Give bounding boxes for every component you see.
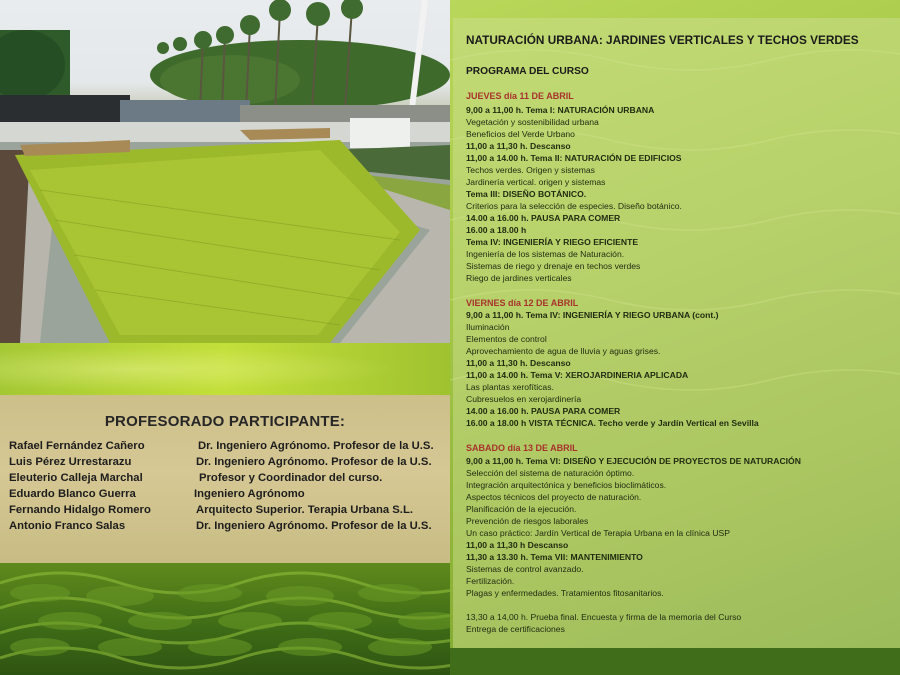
- leaf-texture: [0, 563, 450, 675]
- program-line: Fertilización.: [466, 576, 515, 586]
- program-title: NATURACIÓN URBANA: JARDINES VERTICALES Y TECHOS VERDES: [466, 33, 859, 47]
- program-line: 11,00 a 14.00 h. Tema II: NATURACIÓN DE EDIFICIOS: [466, 153, 682, 163]
- program-line: Ingeniería de los sistemas de Naturación.: [466, 249, 625, 259]
- program-subtitle: PROGRAMA DEL CURSO: [466, 66, 589, 77]
- member-name: Fernando Hidalgo Romero: [9, 504, 151, 516]
- program-line: Planificación de la ejecución.: [466, 504, 577, 514]
- faculty-panel: [0, 395, 450, 563]
- program-line: Beneficios del Verde Urbano: [466, 129, 575, 139]
- program-line: Las plantas xerofíticas.: [466, 382, 554, 392]
- member-role: Dr. Ingeniero Agrónomo. Profesor de la U.S.: [196, 456, 432, 468]
- program-line: Criterios para la selección de especies. Diseño botánico.: [466, 201, 682, 211]
- program-line: Vegetación y sostenibilidad urbana: [466, 117, 599, 127]
- program-line: Cubresuelos en xerojardinería: [466, 394, 582, 404]
- member-role: Arquitecto Superior. Terapia Urbana S.L.: [196, 504, 413, 516]
- program-line: Aprovechamiento de agua de lluvia y aguas grises.: [466, 346, 661, 356]
- green-band: [0, 343, 450, 395]
- program-line: Techos verdes. Origen y sistemas: [466, 165, 595, 175]
- member-role: Dr. Ingeniero Agrónomo. Profesor de la U.S.: [196, 520, 432, 532]
- program-line: 9,00 a 11,00 h. Tema VI: DISEÑO Y EJECUCIÓN DE PROYECTOS DE NATURACIÓN: [466, 456, 801, 466]
- program-line: Selección del sistema de naturación óptimo.: [466, 468, 635, 478]
- program-line: 9,00 a 11,00 h. Tema IV: INGENIERÍA Y RIEGO URBANA (cont.): [466, 310, 719, 320]
- member-name: Luis Pérez Urrestarazu: [9, 456, 132, 468]
- member-role: Dr. Ingeniero Agrónomo. Profesor de la U.S.: [198, 440, 434, 452]
- program-line: Elementos de control: [466, 334, 547, 344]
- faculty-title: PROFESORADO PARTICIPANTE:: [104, 413, 346, 430]
- member-name: Rafael Fernández Cañero: [9, 440, 145, 452]
- program-line: 14.00 a 16.00 h. PAUSA PARA COMER: [466, 213, 621, 223]
- program-line: Entrega de certificaciones: [466, 624, 565, 634]
- program-line: Jardinería vertical. origen y sistemas: [466, 177, 606, 187]
- program-line: 14.00 a 16.00 h. PAUSA PARA COMER: [466, 406, 621, 416]
- program-line: 9,00 a 11,00 h. Tema I: NATURACIÓN URBANA: [466, 105, 655, 115]
- program-line: 11,00 a 11,30 h Descanso: [466, 540, 569, 550]
- program-line: Tema IV: INGENIERÍA Y RIEGO EFICIENTE: [466, 237, 639, 247]
- program-line: Prevención de riesgos laborales: [466, 516, 589, 526]
- program-line: Riego de jardines verticales: [466, 273, 572, 283]
- program-line: 11,00 a 14.00 h. Tema V: XEROJARDINERIA APLICADA: [466, 370, 689, 380]
- day-heading: VIERNES día 12 DE ABRIL: [466, 298, 579, 308]
- day-heading: JUEVES día 11 DE ABRIL: [466, 91, 574, 101]
- program-line: Aspectos técnicos del proyecto de naturación.: [466, 492, 642, 502]
- program-line: Tema III: DISEÑO BOTÁNICO.: [466, 189, 587, 199]
- program-line: 11,00 a 11,30 h. Descanso: [466, 141, 571, 151]
- member-name: Eduardo Blanco Guerra: [9, 488, 136, 500]
- program-line: Iluminación: [466, 322, 510, 332]
- program-line: 11,30 a 13.30 h. Tema VII: MANTENIMIENTO: [466, 552, 643, 562]
- member-role: Profesor y Coordinador del curso.: [199, 472, 383, 484]
- member-name: Antonio Franco Salas: [9, 520, 126, 532]
- program-line: Integración arquitectónica y beneficios bioclimáticos.: [466, 480, 667, 490]
- program-line: 16.00 a 18.00 h VISTA TÉCNICA. Techo verde y Jardín Vertical en Sevilla: [466, 418, 759, 428]
- program-line: 16.00 a 18.00 h: [466, 225, 527, 235]
- program-line: Sistemas de control avanzado.: [466, 564, 584, 574]
- green-roof-photo: [0, 0, 450, 343]
- program-line: 13,30 a 14,00 h. Prueba final. Encuesta y firma de la memoria del Curso: [466, 612, 742, 622]
- program-line: Un caso práctico: Jardín Vertical de Terapia Urbana en la clínica USP: [466, 528, 730, 538]
- program-line: Plagas y enfermedades. Tratamientos fitosanitarios.: [466, 588, 664, 598]
- program-line: Sistemas de riego y drenaje en techos verdes: [466, 261, 641, 271]
- day-heading: SABADO día 13 DE ABRIL: [466, 443, 578, 453]
- program-line: 11,00 a 11,30 h. Descanso: [466, 358, 571, 368]
- member-role: Ingeniero Agrónomo: [194, 488, 305, 500]
- member-name: Eleuterio Calleja Marchal: [9, 472, 143, 484]
